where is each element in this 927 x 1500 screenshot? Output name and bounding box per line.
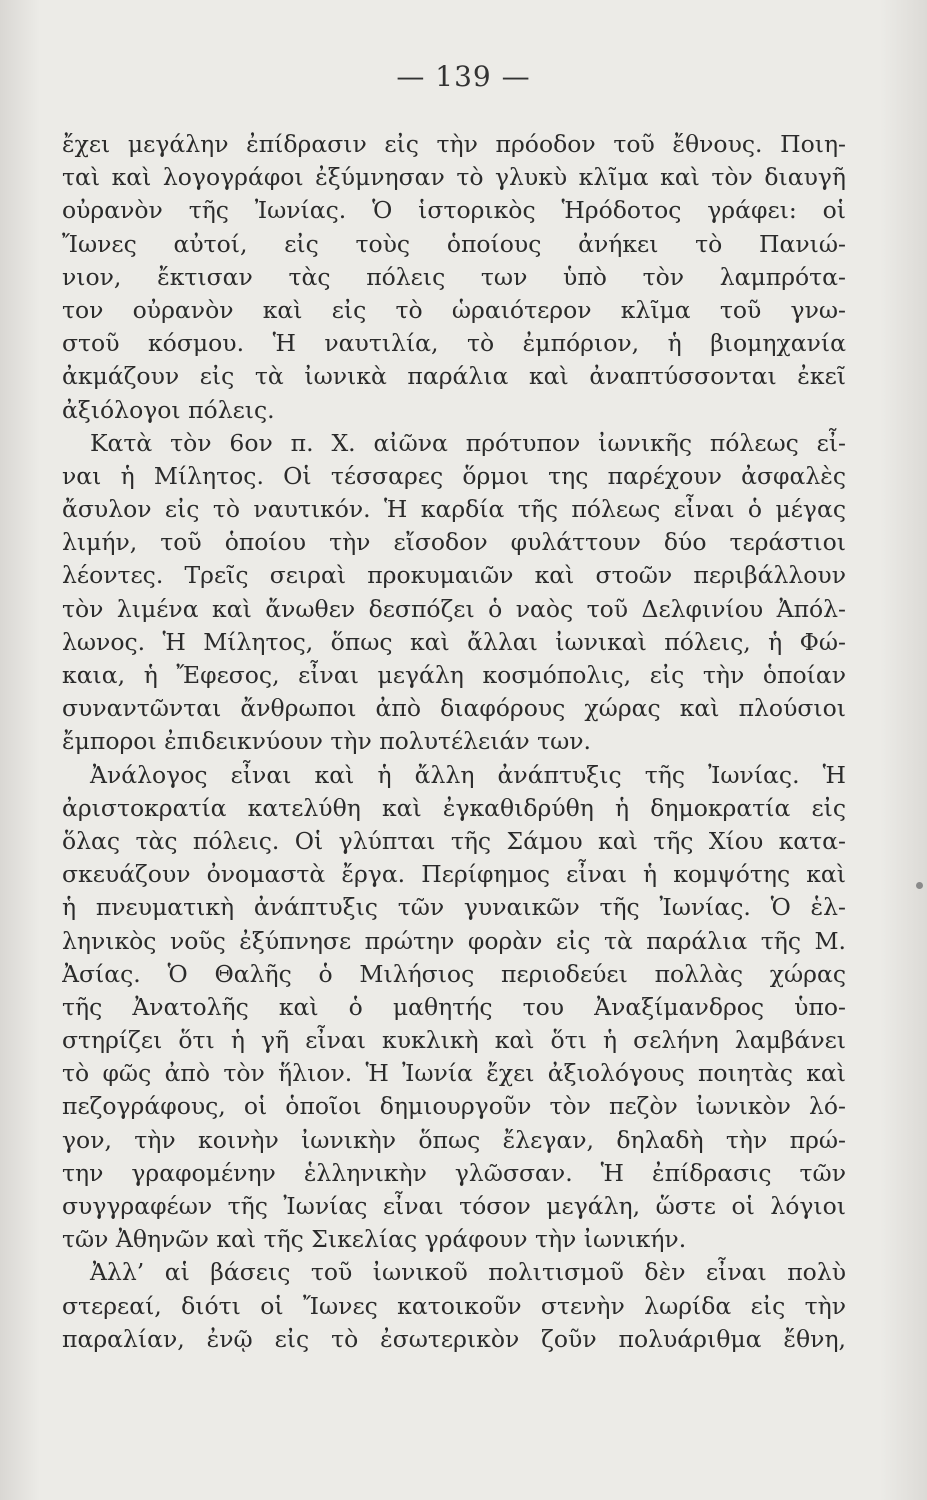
- text-line-paragraph-end: τῶν Ἀθηνῶν καὶ τῆς Σικελίας γράφουν τὴν ἰωνικήν.: [62, 1225, 687, 1254]
- text-line: συγγραφέων τῆς Ἰωνίας εἶναι τόσον μεγάλη, ὥστε οἱ λόγιοι: [62, 1192, 846, 1220]
- text-line: ἀκμάζουν εἰς τὰ ἰωνικὰ παράλια καὶ ἀναπτύσσονται ἐκεῖ: [62, 362, 846, 391]
- text-line: ταὶ καὶ λογογράφοι ἐξύμνησαν τὸ γλυκὺ κλῖμα καὶ τὸν διαυγῆ: [62, 163, 846, 192]
- text-line: πεζογράφους, οἱ ὁποῖοι δημιουργοῦν τὸν πεζὸν ἰωνικὸν λό-: [62, 1092, 846, 1121]
- page-number: — 139 —: [396, 60, 531, 93]
- text-line: λιμήν, τοῦ ὁποίου τὴν εἴσοδον φυλάττουν δύο τεράστιοι: [62, 528, 846, 557]
- text-line: Ἴωνες αὐτοί, εἰς τοὺς ὁποίους ἀνήκει τὸ Πανιώ-: [62, 229, 846, 258]
- margin-dot-icon: [916, 882, 923, 889]
- body-text: [62, 128, 846, 1356]
- text-line-paragraph-start: Ἀλλ’ αἱ βάσεις τοῦ ἰωνικοῦ πολιτισμοῦ δὲν εἶναι πολὺ: [90, 1258, 846, 1287]
- text-line: συναντῶνται ἄνθρωποι ἀπὸ διαφόρους χώρας καὶ πλούσιοι: [62, 694, 846, 723]
- text-line: στηρίζει ὅτι ἡ γῆ εἶναι κυκλικὴ καὶ ὅτι ἡ σελήνη λαμβάνει: [62, 1026, 846, 1055]
- text-line: τὸν λιμένα καὶ ἄνωθεν δεσπόζει ὁ ναὸς τοῦ Δελφινίου Ἀπόλ-: [62, 594, 846, 623]
- text-line: ναι ἡ Μίλητος. Οἱ τέσσαρες ὅρμοι της παρέχουν ἀσφαλὲς: [62, 461, 846, 490]
- text-line: στοῦ κόσμου. Ἡ ναυτιλία, τὸ ἐμπόριον, ἡ βιομηχανία: [62, 329, 846, 358]
- text-line: παραλίαν, ἐνῷ εἰς τὸ ἐσωτερικὸν ζοῦν πολυάριθμα ἔθνη,: [62, 1324, 846, 1353]
- text-line-paragraph-start: Ἀνάλογος εἶναι καὶ ἡ ἄλλη ἀνάπτυξις τῆς Ἰωνίας. Ἡ: [90, 760, 846, 789]
- text-line: καια, ἡ Ἔφεσος, εἶναι μεγάλη κοσμόπολις, εἰς τὴν ὁποίαν: [62, 661, 846, 689]
- text-line: ἡ πνευματικὴ ἀνάπτυξις τῶν γυναικῶν τῆς Ἰωνίας. Ὁ ἑλ-: [62, 893, 846, 922]
- text-line: ἔχει μεγάλην ἐπίδρασιν εἰς τὴν πρόοδον τοῦ ἔθνους. Ποιη-: [62, 130, 846, 158]
- text-line: ὅλας τὰς πόλεις. Οἱ γλύπται τῆς Σάμου καὶ τῆς Χίου κατα-: [62, 826, 846, 855]
- text-line: Ἀσίας. Ὁ Θαλῆς ὁ Μιλήσιος περιοδεύει πολλὰς χώρας: [62, 959, 846, 988]
- text-line: γον, τὴν κοινὴν ἰωνικὴν ὅπως ἔλεγαν, δηλαδὴ τὴν πρώ-: [62, 1125, 846, 1154]
- text-line: ἀριστοκρατία κατελύθη καὶ ἐγκαθιδρύθη ἡ δημοκρατία εἰς: [62, 793, 846, 822]
- text-line-paragraph-end: ἀξιόλογοι πόλεις.: [62, 395, 275, 424]
- text-line-paragraph-end: ἔμποροι ἐπιδεικνύουν τὴν πολυτέλειάν των.: [62, 727, 591, 756]
- text-line: ἄσυλον εἰς τὸ ναυτικόν. Ἡ καρδία τῆς πόλεως εἶναι ὁ μέγας: [62, 495, 846, 524]
- text-line: τῆς Ἀνατολῆς καὶ ὁ μαθητής του Ἀναξίμανδρος ὑπο-: [62, 992, 846, 1021]
- text-line: λέοντες. Τρεῖς σειραὶ προκυμαιῶν καὶ στοῶν περιβάλλουν: [62, 561, 846, 590]
- text-line: τὸ φῶς ἀπὸ τὸν ἥλιον. Ἡ Ἰωνία ἔχει ἀξιολόγους ποιητὰς καὶ: [62, 1059, 846, 1088]
- text-line: οὐρανὸν τῆς Ἰωνίας. Ὁ ἱστορικὸς Ἡρόδοτος γράφει: οἱ: [62, 196, 846, 225]
- text-line: λωνος. Ἡ Μίλητος, ὅπως καὶ ἄλλαι ἰωνικαὶ πόλεις, ἡ Φώ-: [62, 627, 846, 656]
- text-line: τον οὐρανὸν καὶ εἰς τὸ ὡραιότερον κλῖμα τοῦ γνω-: [62, 295, 846, 324]
- text-line: την γραφομένην ἑλληνικὴν γλῶσσαν. Ἡ ἐπίδρασις τῶν: [62, 1158, 846, 1187]
- text-line: ληνικὸς νοῦς ἐξύπνησε πρώτην φορὰν εἰς τὰ παράλια τῆς Μ.: [62, 926, 846, 955]
- text-line-paragraph-start: Κατὰ τὸν 6ον π. Χ. αἰῶνα πρότυπον ἰωνικῆς πόλεως εἶ-: [90, 428, 846, 457]
- text-line: νιον, ἔκτισαν τὰς πόλεις των ὑπὸ τὸν λαμπρότα-: [62, 262, 846, 291]
- text-line: στερεαί, διότι οἱ Ἴωνες κατοικοῦν στενὴν λωρίδα εἰς τὴν: [62, 1291, 846, 1320]
- text-line: σκευάζουν ὀνομαστὰ ἔργα. Περίφημος εἶναι ἡ κομψότης καὶ: [62, 860, 846, 889]
